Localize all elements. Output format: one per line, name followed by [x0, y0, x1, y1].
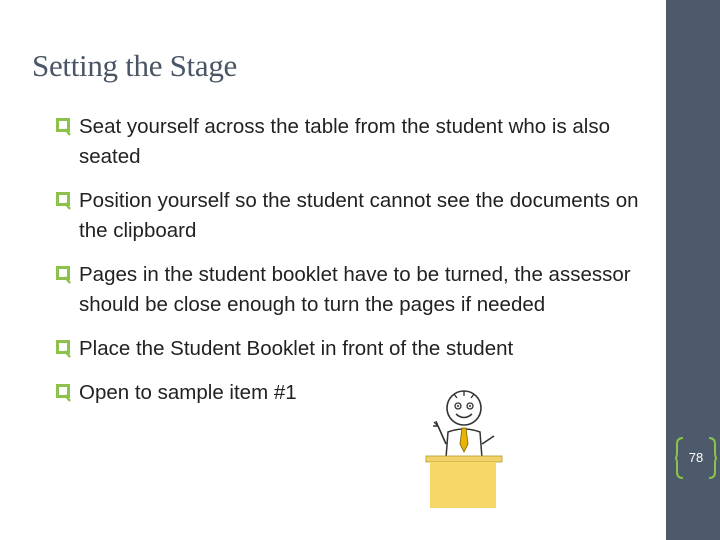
- bullet-list: [56, 112, 656, 422]
- bullet-text: Seat yourself across the table from the student who is also seated: [79, 115, 610, 168]
- bullet-item: [56, 112, 656, 172]
- bullet-item: [56, 378, 656, 408]
- checkbox-bullet-icon: [56, 191, 72, 210]
- bullet-item: [56, 260, 656, 320]
- bullet-text: Place the Student Booklet in front of the student: [79, 337, 514, 360]
- checkbox-bullet-icon: [56, 383, 72, 402]
- checkbox-bullet-icon: [56, 117, 72, 136]
- bullet-text: Position yourself so the student cannot see the documents on the clipboard: [79, 189, 639, 242]
- checkbox-bullet-icon: [56, 339, 72, 358]
- page-number: [675, 436, 717, 480]
- bullet-text: Pages in the student booklet have to be turned, the assessor should be close enough to turn the pages if needed: [79, 263, 631, 316]
- student-figure-illustration: [424, 386, 504, 510]
- bullet-item: [56, 334, 656, 364]
- page-number-text: 78: [688, 450, 704, 465]
- bullet-item: [56, 186, 656, 246]
- checkbox-bullet-icon: [56, 265, 72, 284]
- slide-title: Setting the Stage: [32, 48, 237, 83]
- bullet-text: Open to sample item #1: [79, 381, 297, 404]
